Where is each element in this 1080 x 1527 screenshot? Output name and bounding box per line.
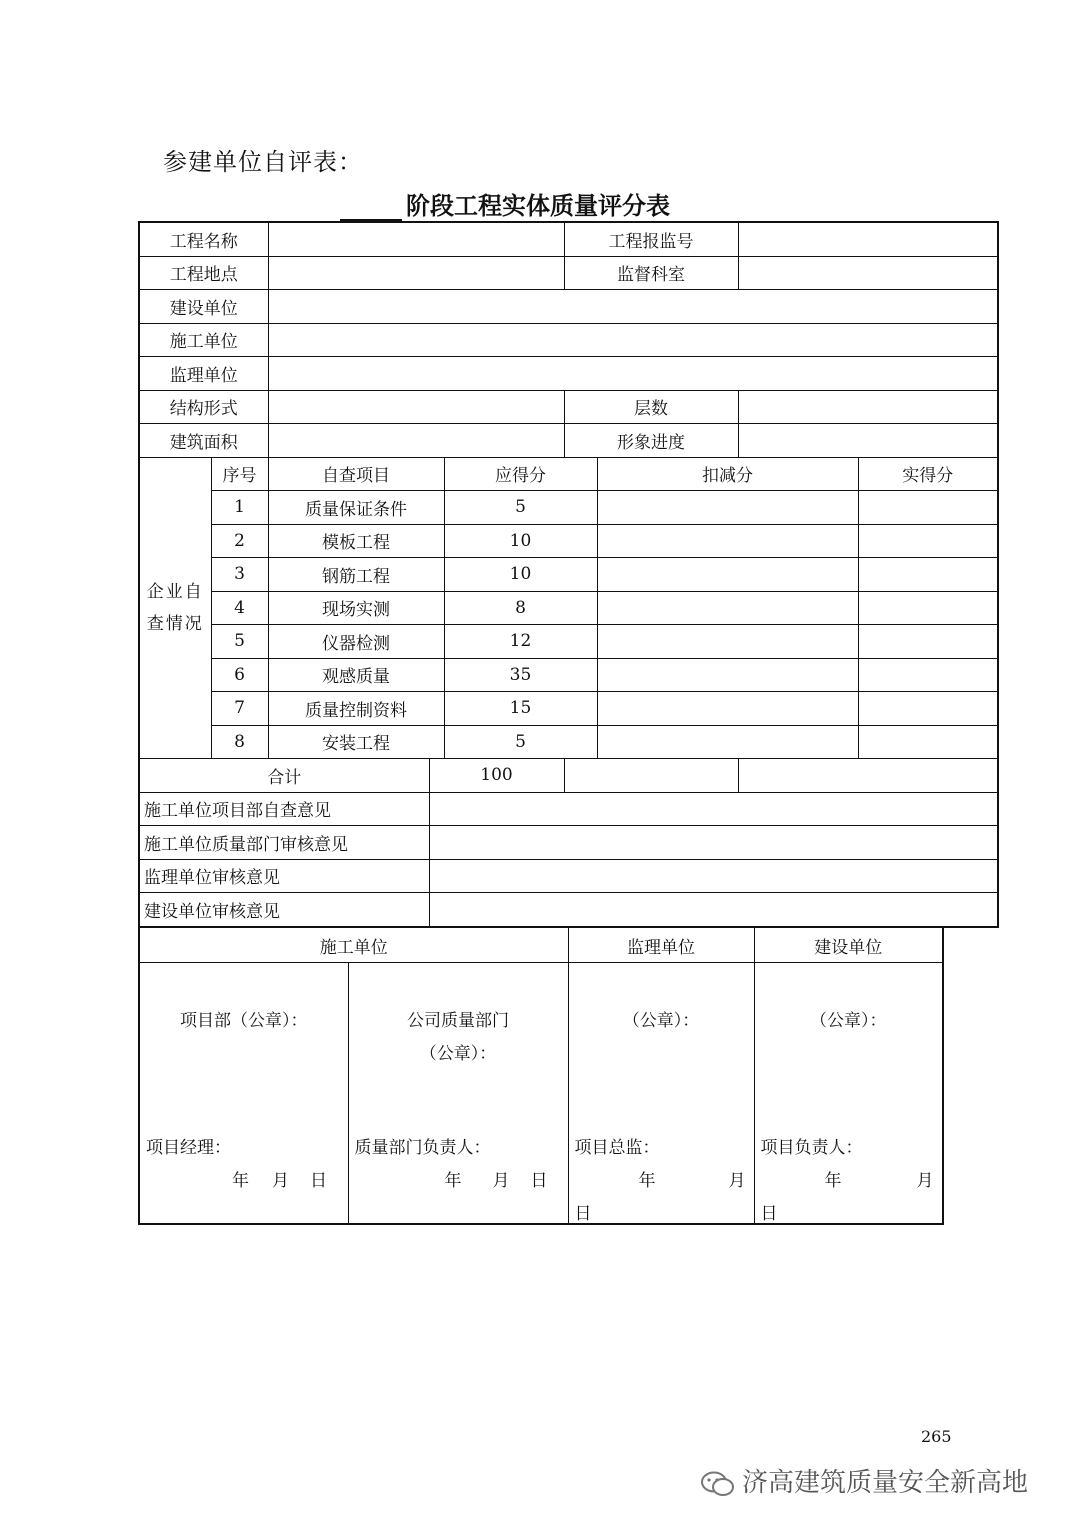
sig-block-supervisor[interactable] bbox=[568, 963, 754, 1225]
col-header-item: 自查项目 bbox=[268, 457, 444, 491]
opinion-label-project-dept: 施工单位项目部自查意见 bbox=[139, 792, 429, 826]
table-row bbox=[139, 491, 998, 525]
col-header-no: 序号 bbox=[211, 457, 268, 491]
stamp-line-2: （公章）： bbox=[419, 1044, 497, 1064]
field-office[interactable] bbox=[738, 256, 998, 290]
row-actual-field[interactable] bbox=[858, 491, 998, 525]
row-deduct-field[interactable] bbox=[597, 491, 858, 525]
row-item: 观感质量 bbox=[268, 658, 444, 692]
row-actual-field[interactable] bbox=[858, 524, 998, 558]
field-floors[interactable] bbox=[738, 390, 998, 424]
label-progress: 形象进度 bbox=[564, 424, 738, 458]
sig-header-contractor: 施工单位 bbox=[139, 928, 568, 963]
field-supervisor[interactable] bbox=[268, 357, 998, 391]
row-score: 5 bbox=[444, 491, 597, 525]
col-header-actual: 实得分 bbox=[858, 457, 998, 491]
signer-label: 项目总监： bbox=[574, 1138, 660, 1158]
row-actual-field[interactable] bbox=[858, 625, 998, 659]
row-score: 5 bbox=[444, 725, 597, 759]
signer-label: 项目经理： bbox=[146, 1138, 231, 1158]
opinion-label-builder: 建设单位审核意见 bbox=[139, 893, 429, 927]
label-structure: 结构形式 bbox=[139, 390, 268, 424]
col-header-deduct: 扣减分 bbox=[597, 457, 858, 491]
row-score: 35 bbox=[444, 658, 597, 692]
row-deduct-field[interactable] bbox=[597, 524, 858, 558]
signer-label: 项目负责人： bbox=[760, 1138, 863, 1158]
date-month: 月 bbox=[272, 1171, 289, 1191]
row-item: 模板工程 bbox=[268, 524, 444, 558]
label-floors: 层数 bbox=[564, 390, 738, 424]
row-no: 1 bbox=[211, 491, 268, 525]
stamp-label bbox=[349, 1005, 568, 1071]
table-row bbox=[139, 524, 998, 558]
row-no: 8 bbox=[211, 725, 268, 759]
signer-label: 质量部门负责人： bbox=[354, 1138, 491, 1158]
title-blank bbox=[340, 197, 402, 221]
row-deduct-field[interactable] bbox=[597, 692, 858, 726]
table-row bbox=[139, 658, 998, 692]
total-row bbox=[139, 759, 998, 793]
label-contractor: 施工单位 bbox=[139, 323, 268, 357]
row-actual-field[interactable] bbox=[858, 558, 998, 592]
table-row bbox=[139, 725, 998, 759]
stamp-line-1: 公司质量部门 bbox=[407, 1011, 509, 1031]
page-number: 265 bbox=[921, 1427, 952, 1446]
label-area: 建筑面积 bbox=[139, 424, 268, 458]
signature-table bbox=[138, 927, 944, 1225]
date-day: 日 bbox=[760, 1204, 778, 1224]
stamp-label: （公章）： bbox=[622, 1011, 700, 1031]
title-text: 阶段工程实体质量评分表 bbox=[406, 192, 670, 220]
row-item: 安装工程 bbox=[268, 725, 444, 759]
table-row bbox=[139, 625, 998, 659]
sig-block-quality-dept[interactable] bbox=[348, 963, 568, 1225]
row-no: 3 bbox=[211, 558, 268, 592]
field-location[interactable] bbox=[268, 256, 564, 290]
watermark bbox=[700, 1462, 1028, 1499]
row-no: 4 bbox=[211, 591, 268, 625]
row-actual-field[interactable] bbox=[858, 591, 998, 625]
total-actual-field[interactable] bbox=[738, 759, 998, 793]
row-score: 8 bbox=[444, 591, 597, 625]
sig-header-supervisor: 监理单位 bbox=[568, 928, 754, 963]
table-row bbox=[139, 591, 998, 625]
stamp-label: 项目部（公章）： bbox=[180, 1011, 308, 1031]
row-deduct-field[interactable] bbox=[597, 591, 858, 625]
row-no: 6 bbox=[211, 658, 268, 692]
form-title bbox=[340, 186, 760, 221]
row-actual-field[interactable] bbox=[858, 692, 998, 726]
table-row bbox=[139, 558, 998, 592]
row-item: 钢筋工程 bbox=[268, 558, 444, 592]
opinion-label-supervisor: 监理单位审核意见 bbox=[139, 859, 429, 893]
row-deduct-field[interactable] bbox=[597, 625, 858, 659]
total-label: 合计 bbox=[139, 759, 429, 793]
row-score: 12 bbox=[444, 625, 597, 659]
field-project-name[interactable] bbox=[268, 222, 564, 256]
label-location: 工程地点 bbox=[139, 256, 268, 290]
row-no: 2 bbox=[211, 524, 268, 558]
field-report-no[interactable] bbox=[738, 222, 998, 256]
opinion-field-builder[interactable] bbox=[429, 893, 998, 927]
row-deduct-field[interactable] bbox=[597, 725, 858, 759]
label-report-no: 工程报监号 bbox=[564, 222, 738, 256]
field-builder[interactable] bbox=[268, 290, 998, 324]
col-header-score: 应得分 bbox=[444, 457, 597, 491]
row-deduct-field[interactable] bbox=[597, 658, 858, 692]
date-year: 年 bbox=[444, 1171, 462, 1191]
date-day: 日 bbox=[574, 1204, 592, 1224]
total-deduct-field[interactable] bbox=[564, 759, 738, 793]
row-score: 10 bbox=[444, 524, 597, 558]
label-builder: 建设单位 bbox=[139, 290, 268, 324]
label-supervisor: 监理单位 bbox=[139, 357, 268, 391]
opinion-label-quality-dept: 施工单位质量部门审核意见 bbox=[139, 826, 429, 860]
sig-block-builder[interactable] bbox=[754, 963, 943, 1225]
score-table bbox=[138, 221, 999, 928]
field-area[interactable] bbox=[268, 424, 564, 458]
row-actual-field[interactable] bbox=[858, 658, 998, 692]
row-deduct-field[interactable] bbox=[597, 558, 858, 592]
row-item: 质量保证条件 bbox=[268, 491, 444, 525]
field-structure[interactable] bbox=[268, 390, 564, 424]
row-no: 7 bbox=[211, 692, 268, 726]
self-check-side-label: 企业自查情况 bbox=[139, 457, 211, 759]
field-progress[interactable] bbox=[738, 424, 998, 458]
row-item: 质量控制资料 bbox=[268, 692, 444, 726]
row-item: 现场实测 bbox=[268, 591, 444, 625]
row-actual-field[interactable] bbox=[858, 725, 998, 759]
label-project-name: 工程名称 bbox=[139, 222, 268, 256]
date-day: 日 bbox=[530, 1171, 548, 1191]
date-year: 年 bbox=[638, 1171, 656, 1191]
total-score: 100 bbox=[429, 759, 564, 793]
watermark-text: 济高建筑质量安全新高地 bbox=[742, 1468, 1029, 1498]
row-score: 15 bbox=[444, 692, 597, 726]
date-day: 日 bbox=[310, 1171, 327, 1191]
stamp-label: （公章）： bbox=[810, 1011, 887, 1031]
date-month: 月 bbox=[492, 1171, 510, 1191]
sig-block-project-dept[interactable] bbox=[139, 963, 348, 1225]
date-month: 月 bbox=[916, 1171, 934, 1191]
row-score: 10 bbox=[444, 558, 597, 592]
wechat-icon bbox=[700, 1470, 736, 1498]
row-item: 仪器检测 bbox=[268, 625, 444, 659]
field-contractor[interactable] bbox=[268, 323, 998, 357]
date-year: 年 bbox=[232, 1171, 249, 1191]
date-year: 年 bbox=[824, 1171, 842, 1191]
opinion-field-project-dept[interactable] bbox=[429, 792, 998, 826]
row-no: 5 bbox=[211, 625, 268, 659]
date-month: 月 bbox=[728, 1171, 746, 1191]
opinion-field-quality-dept[interactable] bbox=[429, 826, 998, 860]
sig-header-builder: 建设单位 bbox=[754, 928, 943, 963]
opinion-field-supervisor[interactable] bbox=[429, 859, 998, 893]
form-heading: 参建单位自评表： bbox=[163, 148, 363, 176]
table-row bbox=[139, 692, 998, 726]
label-office: 监督科室 bbox=[564, 256, 738, 290]
